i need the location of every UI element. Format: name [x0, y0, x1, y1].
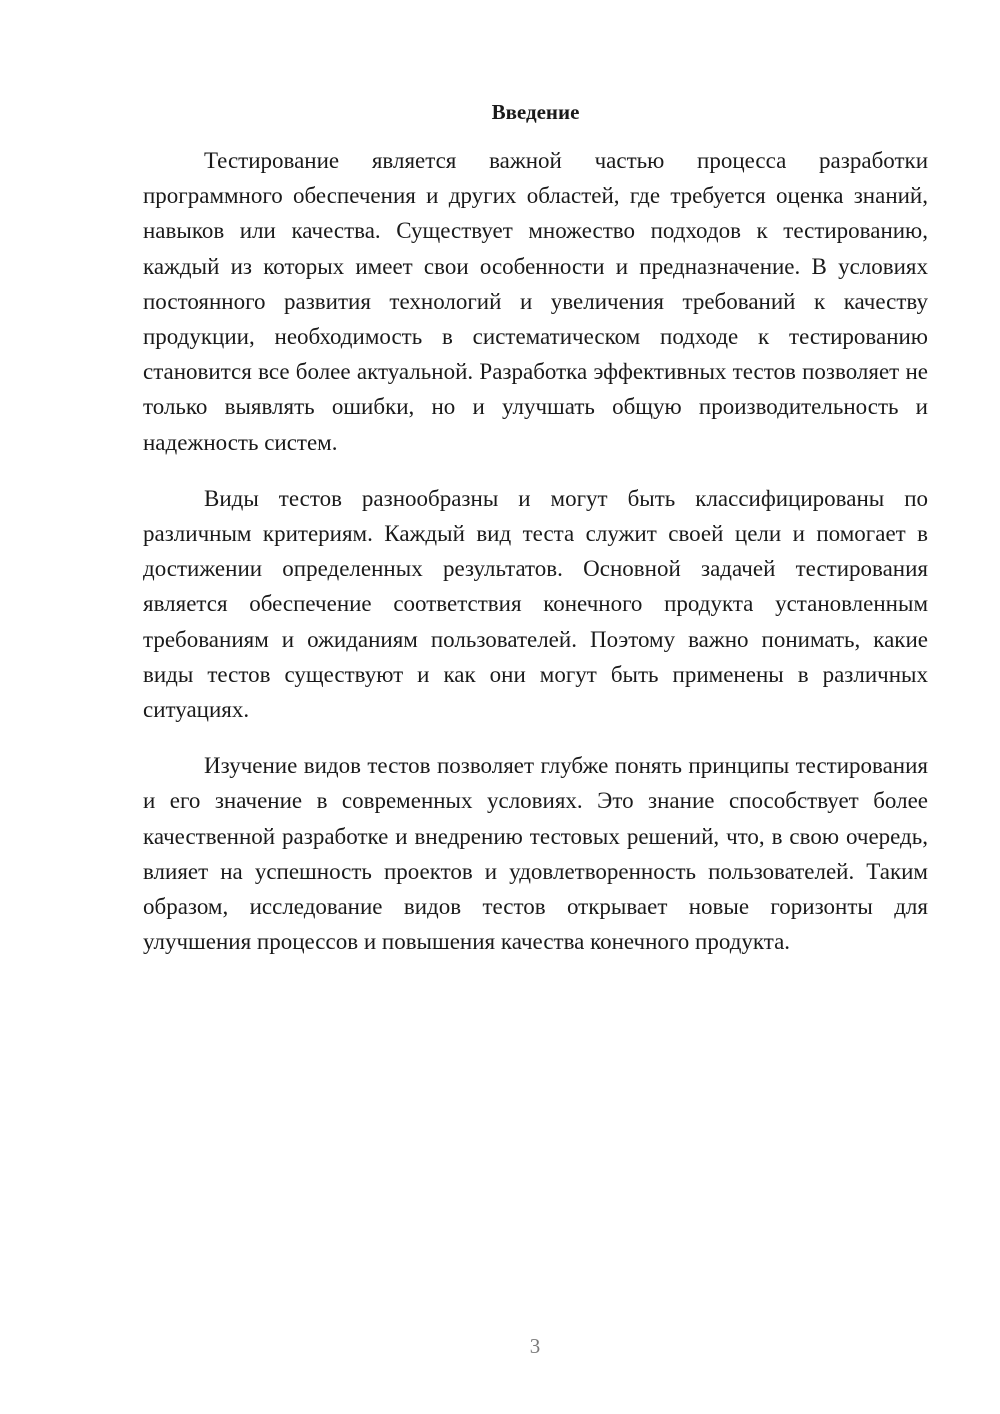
section-heading: Введение — [491, 100, 580, 124]
paragraph-test-types: Виды тестов разнообразны и могут быть классифицированы по различным критериям. Каждый вид теста служит своей цели и помогает в достижении определенных результатов. Основной задачей тестирования является обеспечение соответствия конечного продукта установленным требованиям и ожиданиям пользователей. Поэтому важно понимать, какие виды тестов существуют и как они могут быть применены в различных ситуациях. — [143, 485, 928, 723]
body-text — [143, 143, 928, 980]
paragraph-intro: Тестирование является важной частью процесса разработки программного обеспечения и других областей, где требуется оценка знаний, навыков или качества. Существует множество подходов к тестированию, каждый из которых имеет свои особенности и предназначение. В условиях постоянного развития технологий и увеличения требований к качеству продукции, необходимость в систематическом подходе к тестированию становится все более актуальной. Разработка эффективных тестов позволяет не только выявлять ошибки, но и улучшать общую производительность и надежность систем. — [143, 148, 928, 455]
page-number: 3 — [529, 1334, 541, 1358]
paragraph-conclusion: Изучение видов тестов позволяет глубже понять принципы тестирования и его значение в современных условиях. Это знание способствует более качественной разработке и внедрению тестовых решений, что, в свою очередь, влияет на успешность проектов и удовлетворенность пользователей. Таким образом, исследование видов тестов открывает новые горизонты для улучшения процессов и повышения качества конечного продукта. — [143, 753, 928, 955]
